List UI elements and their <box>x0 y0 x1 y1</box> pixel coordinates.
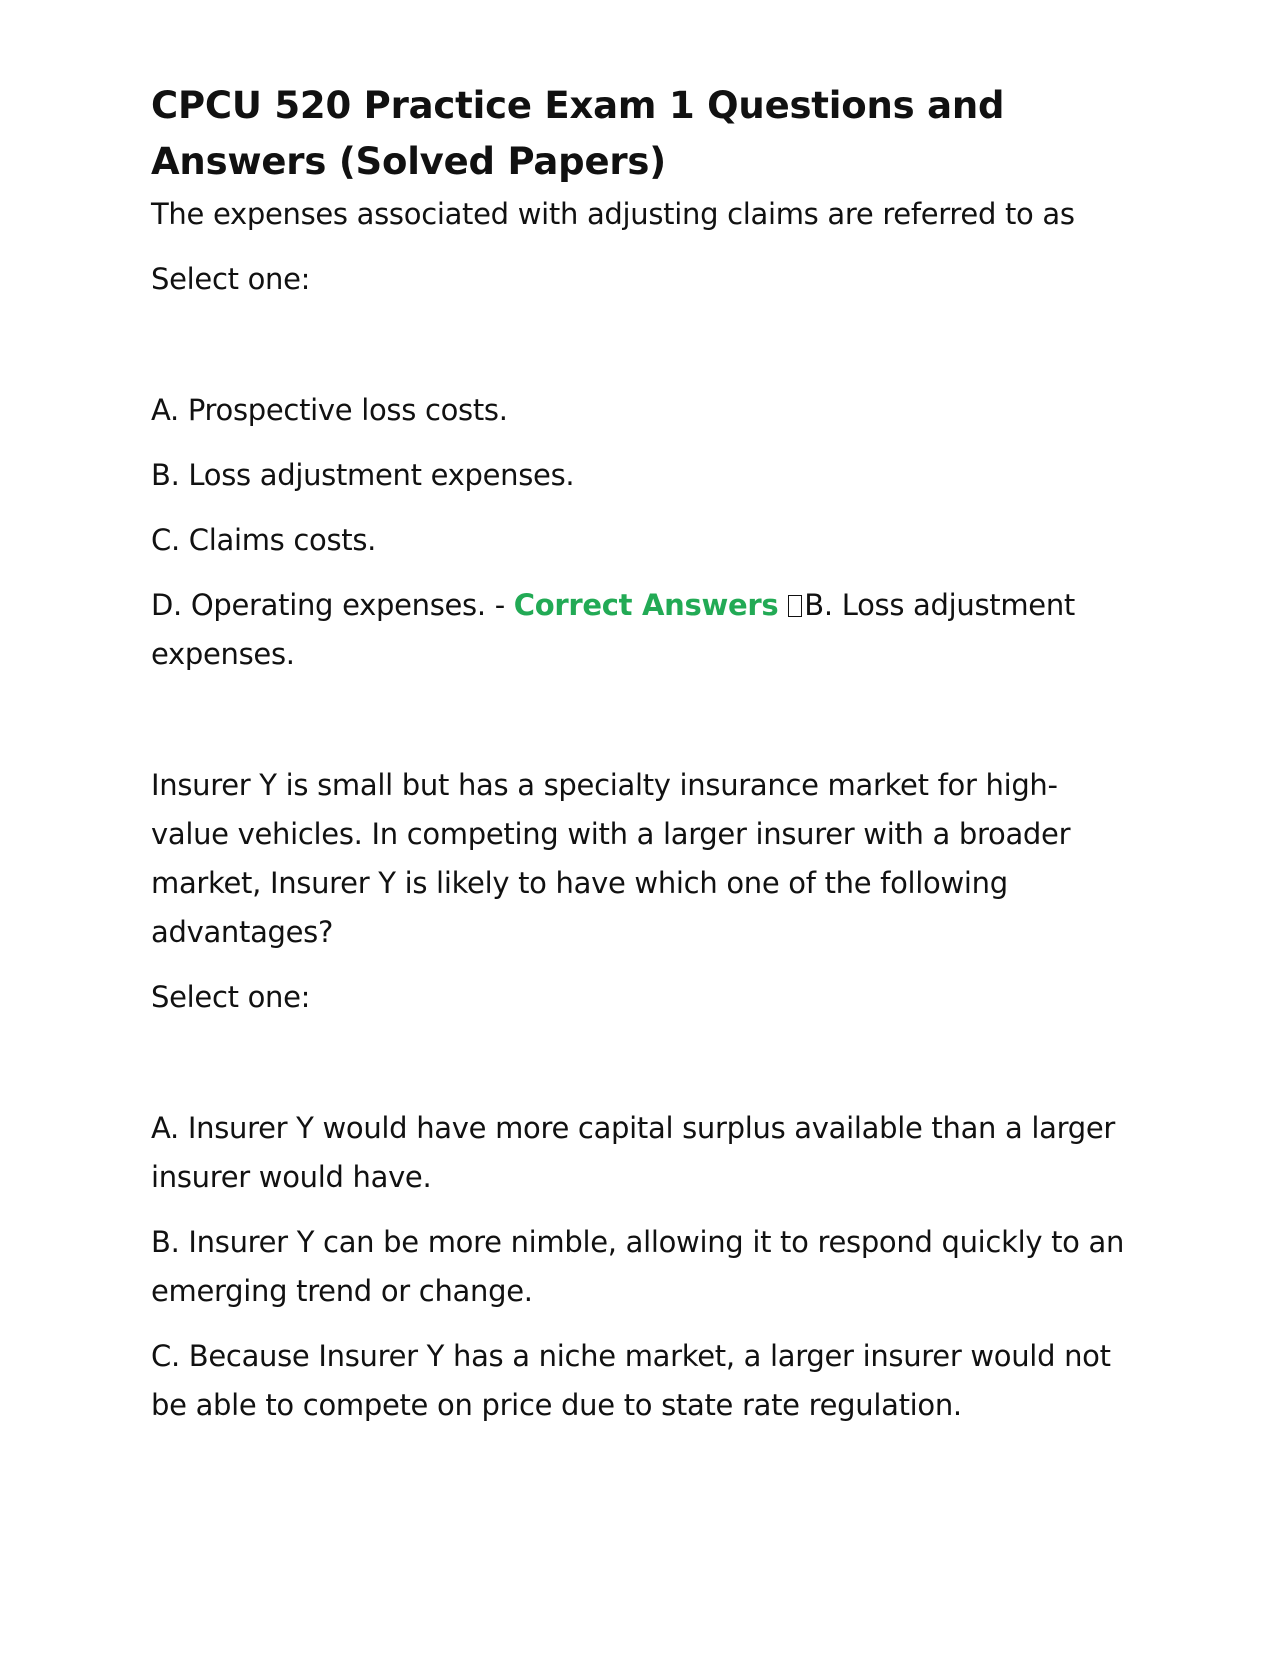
missing-glyph-box-icon <box>788 595 802 617</box>
question-2-option-a: A. Insurer Y would have more capital surplus available than a larger insurer would have. <box>151 1111 1116 1194</box>
question-1-correct-answer: B. Loss adjustment expenses. <box>151 588 1075 671</box>
question-2 <box>151 761 1131 1430</box>
question-2-prompt: Insurer Y is small but has a specialty insurance market for high-value vehicles. In competing with a larger insurer with a broader market, Insurer Y is likely to have which one of the following advantages? <box>151 768 1071 949</box>
question-1-select-label: Select one: <box>151 262 311 296</box>
document-page <box>151 78 1131 1430</box>
correct-answers-label: Correct Answers <box>513 588 779 622</box>
document-title: CPCU 520 Practice Exam 1 Questions and Answers (Solved Papers) <box>151 84 1005 183</box>
question-1-option-b: B. Loss adjustment expenses. <box>151 458 575 492</box>
question-1-option-d: D. Operating expenses. - <box>151 588 514 622</box>
question-1 <box>151 190 1131 679</box>
question-2-select-label: Select one: <box>151 980 311 1014</box>
question-1-option-d-line <box>151 581 1131 679</box>
question-1-option-a: A. Prospective loss costs. <box>151 393 508 427</box>
question-2-option-c: C. Because Insurer Y has a niche market, a larger insurer would not be able to compete on price due to state rate regulation. <box>151 1339 1111 1422</box>
question-2-option-b: B. Insurer Y can be more nimble, allowing it to respond quickly to an emerging trend or change. <box>151 1225 1125 1308</box>
question-1-option-c: C. Claims costs. <box>151 523 377 557</box>
question-1-prompt: The expenses associated with adjusting claims are referred to as <box>151 197 1075 231</box>
